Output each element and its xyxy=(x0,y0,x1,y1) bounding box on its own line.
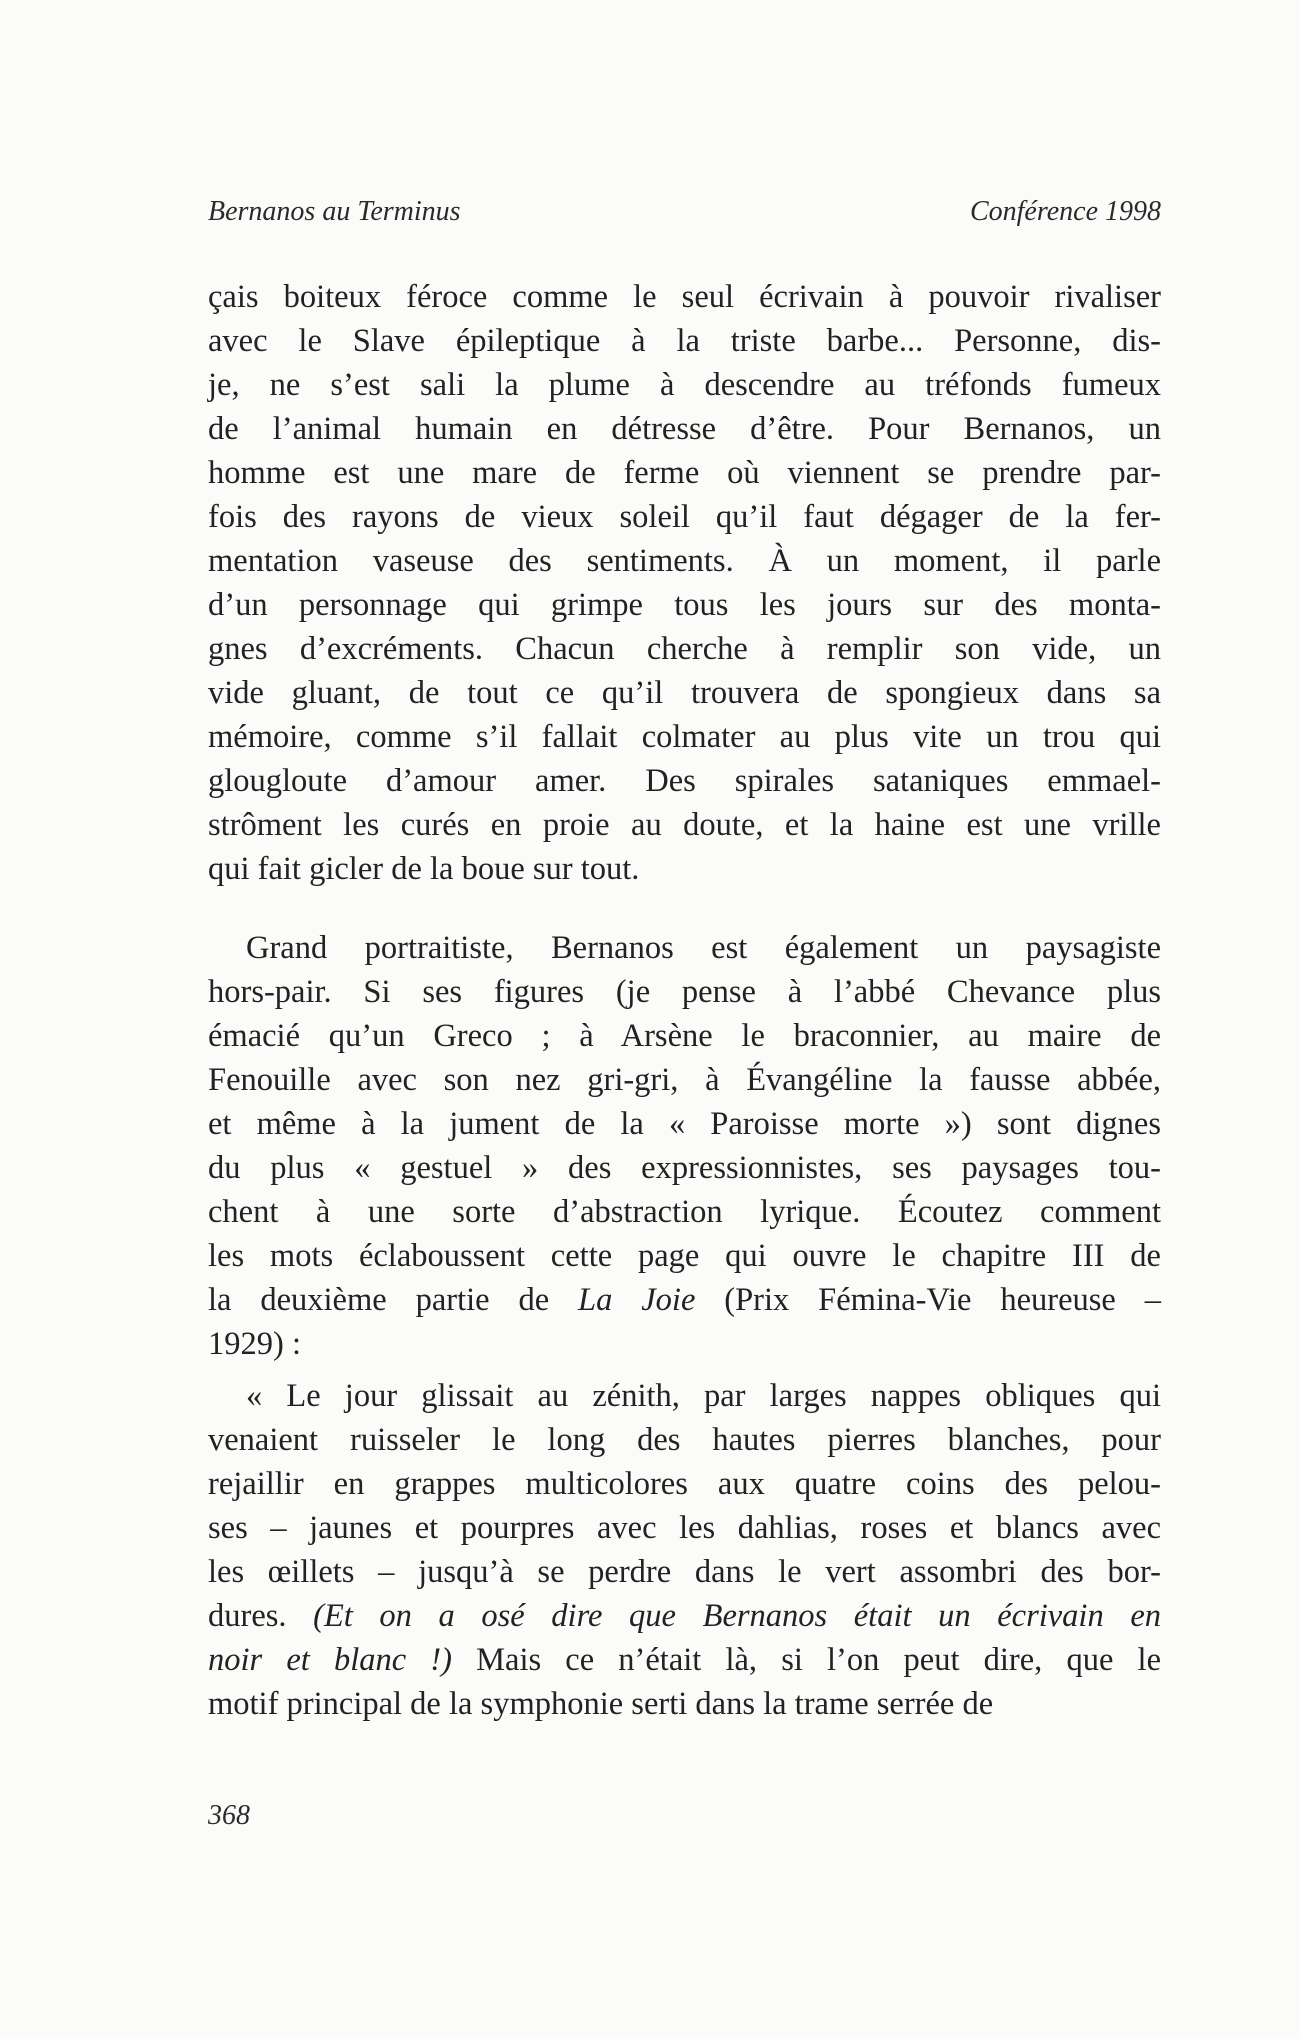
text-line: je, ne s’est sali la plume à descendre au tréfonds fumeux xyxy=(208,367,1161,403)
text-line xyxy=(208,1278,1161,1322)
italic-run: (Et on a osé dire que Bernanos était un écrivain en xyxy=(313,1598,1161,1634)
text-line: Fenouille avec son nez gri-gri, à Évangéline la fausse abbée, xyxy=(208,1062,1161,1098)
text-line: vide gluant, de tout ce qu’il trouvera de spongieux dans sa xyxy=(208,675,1161,711)
text-line: avec le Slave épileptique à la triste barbe... Personne, dis- xyxy=(208,323,1161,359)
italic-run: La Joie xyxy=(578,1282,696,1318)
text-line: ses – jaunes et pourpres avec les dahlias, roses et blancs avec xyxy=(208,1510,1161,1546)
running-head xyxy=(208,196,1161,236)
text-line: venaient ruisseler le long des hautes pierres blanches, pour xyxy=(208,1422,1161,1458)
text-line: gnes d’excréments. Chacun cherche à remplir son vide, un xyxy=(208,631,1161,667)
text-line: Grand portraitiste, Bernanos est également un paysagiste xyxy=(246,930,1161,966)
text-line: émacié qu’un Greco ; à Arsène le braconnier, au maire de xyxy=(208,1018,1161,1054)
text-line: mentation vaseuse des sentiments. À un moment, il parle xyxy=(208,543,1161,579)
text-line: les œillets – jusqu’à se perdre dans le vert assombri des bor- xyxy=(208,1554,1161,1590)
text-line: et même à la jument de la « Paroisse morte ») sont dignes xyxy=(208,1106,1161,1142)
text-run: la deuxième partie de xyxy=(208,1282,579,1318)
text-line: çais boiteux féroce comme le seul écrivain à pouvoir rivaliser xyxy=(208,279,1161,315)
text-line: strôment les curés en proie au doute, et la haine est une vrille xyxy=(208,807,1161,843)
text-line: d’un personnage qui grimpe tous les jours sur des monta- xyxy=(208,587,1161,623)
text-run: dures. xyxy=(208,1598,314,1634)
paragraph-gap xyxy=(208,891,1161,926)
text-line: glougloute d’amour amer. Des spirales sataniques emmael- xyxy=(208,763,1161,799)
text-line: de l’animal humain en détresse d’être. Pour Bernanos, un xyxy=(208,411,1161,447)
text-run: Mais ce n’était là, si l’on peut dire, que le xyxy=(451,1642,1162,1678)
paragraph-gap xyxy=(208,1366,1161,1374)
text-line: du plus « gestuel » des expressionnistes, ses paysages tou- xyxy=(208,1150,1161,1186)
italic-run: noir et blanc !) xyxy=(208,1642,452,1678)
text-line: rejaillir en grappes multicolores aux quatre coins des pelou- xyxy=(208,1466,1161,1502)
text-line xyxy=(208,1638,1161,1682)
page-number: 368 xyxy=(208,1800,250,1831)
text-line: chent à une sorte d’abstraction lyrique. Écoutez comment xyxy=(208,1194,1161,1230)
text-line: les mots éclaboussent cette page qui ouvre le chapitre III de xyxy=(208,1238,1161,1274)
text-line: homme est une mare de ferme où viennent se prendre par- xyxy=(208,455,1161,491)
text-line: 1929) : xyxy=(208,1326,301,1362)
paragraph xyxy=(208,1374,1161,1726)
running-head-section: Conférence 1998 xyxy=(969,196,1161,227)
body-text xyxy=(208,275,1161,1726)
text-line: qui fait gicler de la boue sur tout. xyxy=(208,851,640,887)
paragraph xyxy=(208,275,1161,891)
text-line xyxy=(208,1594,1161,1638)
text-line: mémoire, comme s’il fallait colmater au plus vite un trou qui xyxy=(208,719,1161,755)
text-run: (Prix Fémina-Vie heureuse – xyxy=(695,1282,1161,1318)
text-line: « Le jour glissait au zénith, par larges nappes obliques qui xyxy=(246,1378,1161,1414)
running-head-title: Bernanos au Terminus xyxy=(208,196,461,227)
text-line: hors-pair. Si ses figures (je pense à l’abbé Chevance plus xyxy=(208,974,1161,1010)
paragraph xyxy=(208,926,1161,1366)
text-line: motif principal de la symphonie serti dans la trame serrée de xyxy=(208,1686,994,1722)
text-line: fois des rayons de vieux soleil qu’il faut dégager de la fer- xyxy=(208,499,1161,535)
